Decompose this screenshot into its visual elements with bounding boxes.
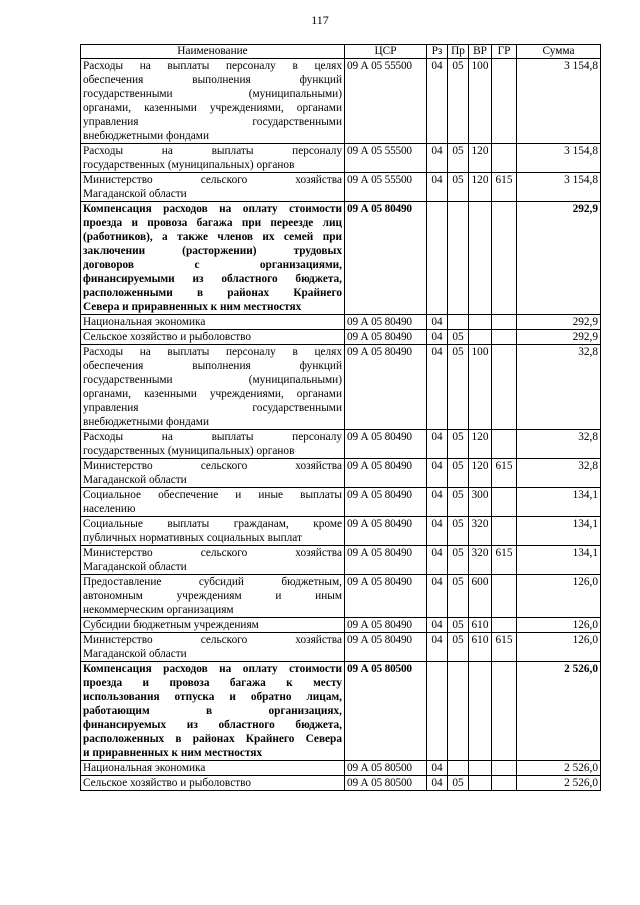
row-vr <box>469 662 492 761</box>
row-vr: 100 <box>469 345 492 430</box>
row-gr <box>492 776 517 791</box>
row-name-line: внебюджетными фондами <box>83 130 209 142</box>
row-rz: 04 <box>427 315 448 330</box>
row-sum: 3 154,8 <box>517 144 601 173</box>
row-name-line: Социальное обеспечение и иные выплаты <box>83 489 342 501</box>
row-name <box>81 618 345 633</box>
row-csr: 09 А 05 55500 <box>345 173 427 202</box>
row-name-line: использования отпуска и обратно лицам, <box>83 691 342 703</box>
row-pr <box>448 761 469 776</box>
table-row <box>81 546 601 575</box>
row-csr: 09 А 05 55500 <box>345 59 427 144</box>
row-csr: 09 А 05 80490 <box>345 330 427 345</box>
row-csr: 09 А 05 80490 <box>345 459 427 488</box>
row-name-line: обеспечения выполнения функций <box>83 360 342 372</box>
table-row <box>81 761 601 776</box>
row-vr: 610 <box>469 618 492 633</box>
table-row <box>81 202 601 315</box>
row-sum: 126,0 <box>517 618 601 633</box>
row-name-line: государственных (муниципальных) органов <box>83 159 295 171</box>
row-sum: 292,9 <box>517 202 601 315</box>
row-gr <box>492 59 517 144</box>
row-name-line: финансируемыми из областного бюджета, <box>83 273 342 285</box>
row-gr <box>492 618 517 633</box>
row-rz: 04 <box>427 546 448 575</box>
row-gr <box>492 144 517 173</box>
row-name <box>81 345 345 430</box>
row-name-line: Расходы на выплаты персоналу в целях <box>83 346 342 358</box>
row-pr: 05 <box>448 776 469 791</box>
row-name <box>81 546 345 575</box>
row-vr: 120 <box>469 173 492 202</box>
row-pr: 05 <box>448 633 469 662</box>
row-csr: 09 А 05 80490 <box>345 517 427 546</box>
row-name-line: органами, казенными учреждениями, органами <box>83 388 342 400</box>
row-rz: 04 <box>427 59 448 144</box>
row-name-line: автономным учреждениям и иным <box>83 590 342 602</box>
row-gr <box>492 761 517 776</box>
row-name-line: Министерство сельского хозяйства <box>83 174 342 186</box>
row-csr: 09 А 05 80500 <box>345 776 427 791</box>
page-number: 117 <box>311 13 329 27</box>
row-pr <box>448 202 469 315</box>
row-pr: 05 <box>448 330 469 345</box>
row-rz: 04 <box>427 430 448 459</box>
row-vr <box>469 776 492 791</box>
row-pr: 05 <box>448 173 469 202</box>
row-csr: 09 А 05 80490 <box>345 633 427 662</box>
row-vr: 610 <box>469 633 492 662</box>
row-gr <box>492 662 517 761</box>
row-pr: 05 <box>448 575 469 618</box>
row-name-line: расположенных в районах Крайнего Севера <box>83 733 342 745</box>
row-gr: 615 <box>492 173 517 202</box>
row-rz: 04 <box>427 761 448 776</box>
row-gr <box>492 315 517 330</box>
row-name <box>81 488 345 517</box>
row-csr: 09 А 05 80490 <box>345 430 427 459</box>
table-row <box>81 488 601 517</box>
row-sum: 126,0 <box>517 633 601 662</box>
row-sum: 32,8 <box>517 459 601 488</box>
row-name-line: государственными (муниципальными) <box>83 88 342 100</box>
row-rz: 04 <box>427 459 448 488</box>
row-csr: 09 А 05 80490 <box>345 315 427 330</box>
row-name <box>81 144 345 173</box>
row-csr: 09 А 05 80490 <box>345 202 427 315</box>
row-name-line: Магаданской области <box>83 474 187 486</box>
row-name-line: заключении (расторжении) трудовых <box>83 245 342 257</box>
row-rz: 04 <box>427 144 448 173</box>
row-gr: 615 <box>492 459 517 488</box>
row-name <box>81 330 345 345</box>
row-name-line: Социальные выплаты гражданам, кроме <box>83 518 342 530</box>
row-rz: 04 <box>427 575 448 618</box>
header-csr: ЦСР <box>345 45 427 59</box>
row-rz: 04 <box>427 776 448 791</box>
row-name-line: Расходы на выплаты персоналу в целях <box>83 60 342 72</box>
row-gr: 615 <box>492 546 517 575</box>
row-name-line: Министерство сельского хозяйства <box>83 460 342 472</box>
table-row <box>81 59 601 144</box>
row-name-line: (работников), а также членов их семей при <box>83 231 342 243</box>
row-vr <box>469 330 492 345</box>
row-pr: 05 <box>448 517 469 546</box>
row-sum: 3 154,8 <box>517 173 601 202</box>
row-gr <box>492 202 517 315</box>
row-name-line: Магаданской области <box>83 188 187 200</box>
row-vr: 600 <box>469 575 492 618</box>
row-name <box>81 517 345 546</box>
table-row <box>81 633 601 662</box>
row-sum: 3 154,8 <box>517 59 601 144</box>
table-row <box>81 330 601 345</box>
row-name <box>81 459 345 488</box>
row-vr: 300 <box>469 488 492 517</box>
row-name-line: управления государственными <box>83 116 342 128</box>
header-pr: Пр <box>448 45 469 59</box>
row-name-line: договоров с организациями, <box>83 259 342 271</box>
row-rz: 04 <box>427 517 448 546</box>
row-name-line: Сельское хозяйство и рыболовство <box>83 331 252 343</box>
row-sum: 134,1 <box>517 546 601 575</box>
row-name <box>81 633 345 662</box>
row-name <box>81 761 345 776</box>
row-pr: 05 <box>448 618 469 633</box>
row-name-line: Национальная экономика <box>83 316 206 328</box>
row-csr: 09 А 05 80500 <box>345 761 427 776</box>
row-name <box>81 173 345 202</box>
row-name-line: Магаданской области <box>83 561 187 573</box>
row-name-line: Компенсация расходов на оплату стоимости <box>83 663 342 675</box>
row-name-line: управления государственными <box>83 402 342 414</box>
row-rz: 04 <box>427 488 448 517</box>
row-name <box>81 662 345 761</box>
row-gr <box>492 430 517 459</box>
row-rz: 04 <box>427 173 448 202</box>
row-gr: 615 <box>492 633 517 662</box>
row-pr: 05 <box>448 459 469 488</box>
header-name: Наименование <box>81 45 345 59</box>
row-gr <box>492 517 517 546</box>
row-vr <box>469 761 492 776</box>
row-name-line: некоммерческим организациям <box>83 604 234 616</box>
row-csr: 09 А 05 80490 <box>345 575 427 618</box>
row-name-line: проезда и провоза багажа к месту <box>83 677 342 689</box>
row-gr <box>492 575 517 618</box>
row-gr <box>492 488 517 517</box>
row-vr: 320 <box>469 546 492 575</box>
row-pr: 05 <box>448 144 469 173</box>
row-sum: 134,1 <box>517 488 601 517</box>
row-csr: 09 А 05 80500 <box>345 662 427 761</box>
row-name-line: расположенными в районах Крайнего <box>83 287 342 299</box>
table-row <box>81 776 601 791</box>
header-sum: Сумма <box>517 45 601 59</box>
row-name-line: населению <box>83 503 136 515</box>
row-sum: 292,9 <box>517 330 601 345</box>
header-vr: ВР <box>469 45 492 59</box>
table-row <box>81 662 601 761</box>
table-row <box>81 430 601 459</box>
table-row <box>81 618 601 633</box>
row-gr <box>492 345 517 430</box>
header-gr: ГР <box>492 45 517 59</box>
row-vr <box>469 315 492 330</box>
row-name-line: внебюджетными фондами <box>83 416 209 428</box>
row-sum: 126,0 <box>517 575 601 618</box>
row-rz <box>427 662 448 761</box>
row-name-line: Расходы на выплаты персоналу <box>83 431 342 443</box>
row-pr: 05 <box>448 430 469 459</box>
row-name-line: Предоставление субсидий бюджетным, <box>83 576 342 588</box>
row-csr: 09 А 05 80490 <box>345 546 427 575</box>
row-name-line: Компенсация расходов на оплату стоимости <box>83 203 342 215</box>
row-name-line: финансируемых из областного бюджета, <box>83 719 342 731</box>
row-rz: 04 <box>427 633 448 662</box>
row-sum: 2 526,0 <box>517 776 601 791</box>
row-name <box>81 575 345 618</box>
table-row <box>81 315 601 330</box>
table-header-row <box>81 45 601 59</box>
table-row <box>81 459 601 488</box>
row-pr: 05 <box>448 546 469 575</box>
row-csr: 09 А 05 80490 <box>345 618 427 633</box>
row-vr <box>469 202 492 315</box>
row-name-line: Министерство сельского хозяйства <box>83 547 342 559</box>
table-row <box>81 517 601 546</box>
row-rz: 04 <box>427 618 448 633</box>
row-pr <box>448 315 469 330</box>
row-pr <box>448 662 469 761</box>
row-name <box>81 315 345 330</box>
row-csr: 09 А 05 80490 <box>345 488 427 517</box>
row-csr: 09 А 05 80490 <box>345 345 427 430</box>
row-sum: 32,8 <box>517 345 601 430</box>
row-name-line: Субсидии бюджетным учреждениям <box>83 619 259 631</box>
row-vr: 120 <box>469 430 492 459</box>
table-row <box>81 173 601 202</box>
row-pr: 05 <box>448 345 469 430</box>
row-rz <box>427 202 448 315</box>
row-name-line: государственных (муниципальных) органов <box>83 445 295 457</box>
row-sum: 32,8 <box>517 430 601 459</box>
row-name-line: обеспечения выполнения функций <box>83 74 342 86</box>
row-name-line: Магаданской области <box>83 648 187 660</box>
table-row <box>81 345 601 430</box>
row-sum: 134,1 <box>517 517 601 546</box>
row-sum: 2 526,0 <box>517 761 601 776</box>
row-name-line: Национальная экономика <box>83 762 206 774</box>
table-row <box>81 575 601 618</box>
row-vr: 100 <box>469 59 492 144</box>
table-row <box>81 144 601 173</box>
row-name <box>81 202 345 315</box>
row-rz: 04 <box>427 345 448 430</box>
row-vr: 320 <box>469 517 492 546</box>
row-vr: 120 <box>469 144 492 173</box>
row-sum: 292,9 <box>517 315 601 330</box>
row-name-line: работающим в организациях, <box>83 705 342 717</box>
row-name-line: органами, казенными учреждениями, органами <box>83 102 342 114</box>
row-name-line: Севера и приравненных к ним местностях <box>83 301 302 313</box>
row-name-line: публичных нормативных социальных выплат <box>83 532 302 544</box>
row-name <box>81 59 345 144</box>
row-name-line: Министерство сельского хозяйства <box>83 634 342 646</box>
row-name-line: и приравненных к ним местностях <box>83 747 263 759</box>
header-rz: Рз <box>427 45 448 59</box>
budget-table <box>80 44 601 791</box>
table-body <box>81 59 601 791</box>
row-pr: 05 <box>448 59 469 144</box>
row-name-line: государственными (муниципальными) <box>83 374 342 386</box>
row-csr: 09 А 05 55500 <box>345 144 427 173</box>
row-name <box>81 430 345 459</box>
row-vr: 120 <box>469 459 492 488</box>
row-gr <box>492 330 517 345</box>
row-name <box>81 776 345 791</box>
row-name-line: Расходы на выплаты персоналу <box>83 145 342 157</box>
row-name-line: проезда и провоза багажа при переезде лиц <box>83 217 342 229</box>
row-rz: 04 <box>427 330 448 345</box>
row-name-line: Сельское хозяйство и рыболовство <box>83 777 252 789</box>
row-sum: 2 526,0 <box>517 662 601 761</box>
row-pr: 05 <box>448 488 469 517</box>
